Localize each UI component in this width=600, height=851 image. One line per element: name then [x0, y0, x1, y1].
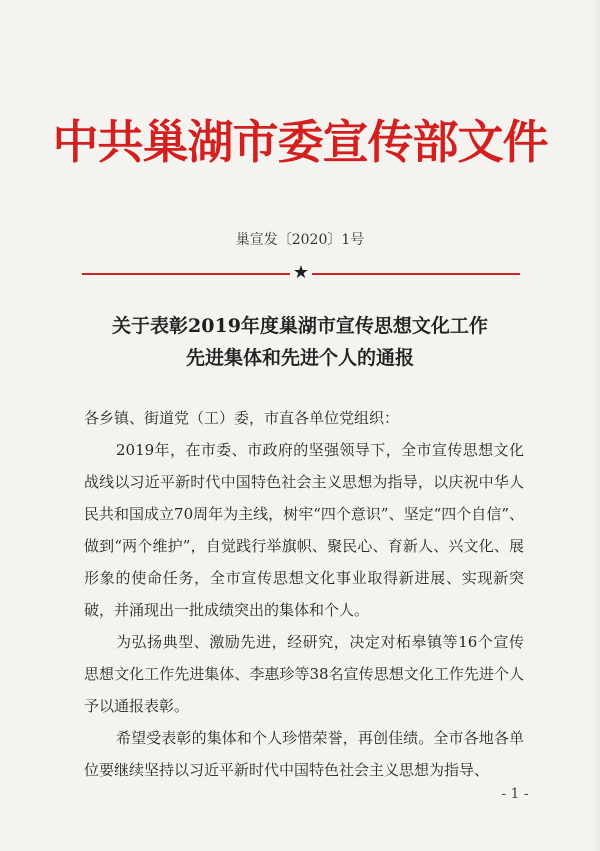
red-divider-left — [82, 273, 290, 275]
salutation: 各乡镇、街道党（工）委，市直各单位党组织： — [84, 409, 400, 427]
document-body — [84, 402, 524, 786]
page-number: - 1 - — [501, 786, 529, 802]
organization-header-title: 中共巢湖市委宣传部文件 — [52, 115, 548, 169]
body-paragraph-3: 希望受表彰的集体和个人珍惜荣誉，再创佳绩。全市各地各单位要继续坚持以习近平新时代中国特色社会主义思想为指导、 — [84, 729, 524, 779]
notice-title-line-1: 关于表彰2019年度巢湖市宣传思想文化工作 — [112, 315, 488, 337]
red-divider-right — [312, 273, 520, 275]
body-paragraph-1: 2019年，在市委、市政府的坚强领导下，全市宣传思想文化战线以习近平新时代中国特色社会主义思想为指导，以庆祝中华人民共和国成立70周年为主线，树牢“四个意识”、坚定“四个自信”、做到“两个维护”，自觉践行举旗帜、聚民心、育新人、兴文化、展形象的使命任务，全市宣传思想文化事业取得新进展、实现新突破，并涌现出一批成绩突出的集体和个人。 — [84, 441, 524, 619]
body-paragraph-2: 为弘扬典型、激励先进，经研究，决定对柘皋镇等16个宣传思想文化工作先进集体、李惠珍等38名宣传思想文化工作先进个人予以通报表彰。 — [84, 633, 524, 715]
document-number: 巢宣发〔2020〕1号 — [235, 232, 365, 248]
star-icon: ★ — [292, 262, 310, 283]
notice-title-line-2: 先进集体和先进个人的通报 — [185, 347, 414, 369]
